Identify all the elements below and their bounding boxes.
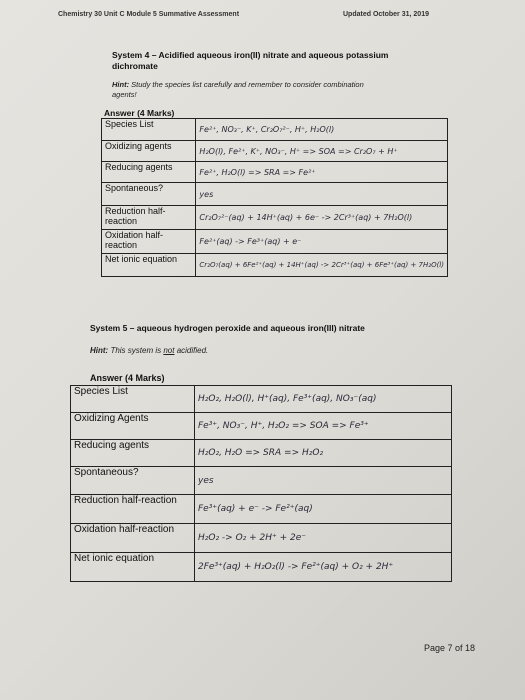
table-row: [71, 553, 452, 582]
row-label: Spontaneous?: [71, 467, 195, 495]
row-label: Spontaneous?: [102, 183, 196, 206]
table-row: [71, 386, 452, 413]
system4-hint-text: Study the species list carefully and remember to consider combination: [129, 80, 364, 89]
handwritten-answer: Fe²⁺(aq) -> Fe³⁺(aq) + e⁻: [196, 230, 448, 254]
system5-answer-label: Answer (4 Marks): [90, 373, 165, 383]
system4-answer-label: Answer (4 Marks): [104, 108, 175, 118]
system4-title-line2: dichromate: [112, 61, 158, 71]
table-row: [102, 230, 448, 254]
handwritten-answer: Cr₂O₇(aq) + 6Fe²⁺(aq) + 14H⁺(aq) -> 2Cr³⁺(aq) + 6Fe³⁺(aq) + 7H₂O(l): [196, 254, 448, 277]
table-row: [71, 467, 452, 495]
table-row: [71, 440, 452, 467]
row-label: Reduction half-reaction: [102, 206, 196, 230]
row-label: Oxidation half-reaction: [102, 230, 196, 254]
page-number: Page 7 of 18: [424, 643, 476, 653]
row-label: Net ionic equation: [102, 254, 196, 277]
handwritten-answer: Fe³⁺(aq) + e⁻ -> Fe²⁺(aq): [195, 495, 452, 524]
handwritten-answer: H₂O(l), Fe²⁺, K⁺, NO₃⁻, H⁺ => SOA => Cr₂O₇ + H⁺: [196, 141, 448, 162]
table-row: [102, 162, 448, 183]
row-label: Oxidation half-reaction: [71, 524, 195, 553]
handwritten-answer: Fe²⁺, H₂O(l) => SRA => Fe²⁺: [196, 162, 448, 183]
table-row: [71, 524, 452, 553]
handwritten-answer: H₂O₂, H₂O(l), H⁺(aq), Fe³⁺(aq), NO₃⁻(aq): [195, 386, 452, 413]
handwritten-answer: H₂O₂ -> O₂ + 2H⁺ + 2e⁻: [195, 524, 452, 553]
system4-answer-table: [101, 118, 448, 277]
system5-answer-table: [70, 385, 452, 582]
system5-title: System 5 – aqueous hydrogen peroxide and aqueous iron(III) nitrate: [90, 323, 365, 333]
system5-hint-post: acidified.: [174, 346, 209, 355]
row-label: Species List: [102, 119, 196, 141]
row-label: Oxidizing agents: [102, 141, 196, 162]
table-row: [71, 495, 452, 524]
row-label: Reducing agents: [71, 440, 195, 467]
document-header-title: Chemistry 30 Unit C Module 5 Summative Assessment: [58, 11, 240, 18]
system4-title: [112, 50, 388, 72]
handwritten-answer: 2Fe³⁺(aq) + H₂O₂(l) -> Fe²⁺(aq) + O₂ + 2H⁺: [195, 553, 452, 582]
system4-title-line1: System 4 – Acidified aqueous iron(II) nitrate and aqueous potassium: [112, 50, 389, 60]
system5-hint-not: not: [163, 346, 175, 355]
row-label: Reduction half-reaction: [71, 495, 195, 524]
system5-hint-pre: This system is: [108, 346, 164, 355]
handwritten-answer: H₂O₂, H₂O => SRA => H₂O₂: [195, 440, 452, 467]
system5-hint-label: Hint:: [90, 346, 109, 355]
row-label: Species List: [71, 386, 195, 413]
table-row: [102, 119, 448, 141]
system5-hint: [90, 346, 208, 356]
system4-hint-text2: agents!: [112, 90, 137, 99]
row-label: Reducing agents: [102, 162, 196, 183]
handwritten-answer: yes: [195, 467, 452, 495]
document-header-date: Updated October 31, 2019: [343, 11, 429, 18]
handwritten-answer: Fe²⁺, NO₃⁻, K⁺, Cr₂O₇²⁻, H⁺, H₂O(l): [196, 119, 448, 141]
handwritten-answer: yes: [196, 183, 448, 206]
system4-hint-label: Hint:: [112, 80, 130, 89]
table-row: [102, 206, 448, 230]
row-label: Net ionic equation: [71, 553, 195, 582]
handwritten-answer: Fe³⁺, NO₃⁻, H⁺, H₂O₂ => SOA => Fe³⁺: [195, 413, 452, 440]
system4-hint: [112, 80, 364, 100]
handwritten-answer: Cr₂O₇²⁻(aq) + 14H⁺(aq) + 6e⁻ -> 2Cr³⁺(aq) + 7H₂O(l): [196, 206, 448, 230]
table-row: [102, 183, 448, 206]
table-row: [71, 413, 452, 440]
table-row: [102, 254, 448, 277]
row-label: Oxidizing Agents: [71, 413, 195, 440]
table-row: [102, 141, 448, 162]
